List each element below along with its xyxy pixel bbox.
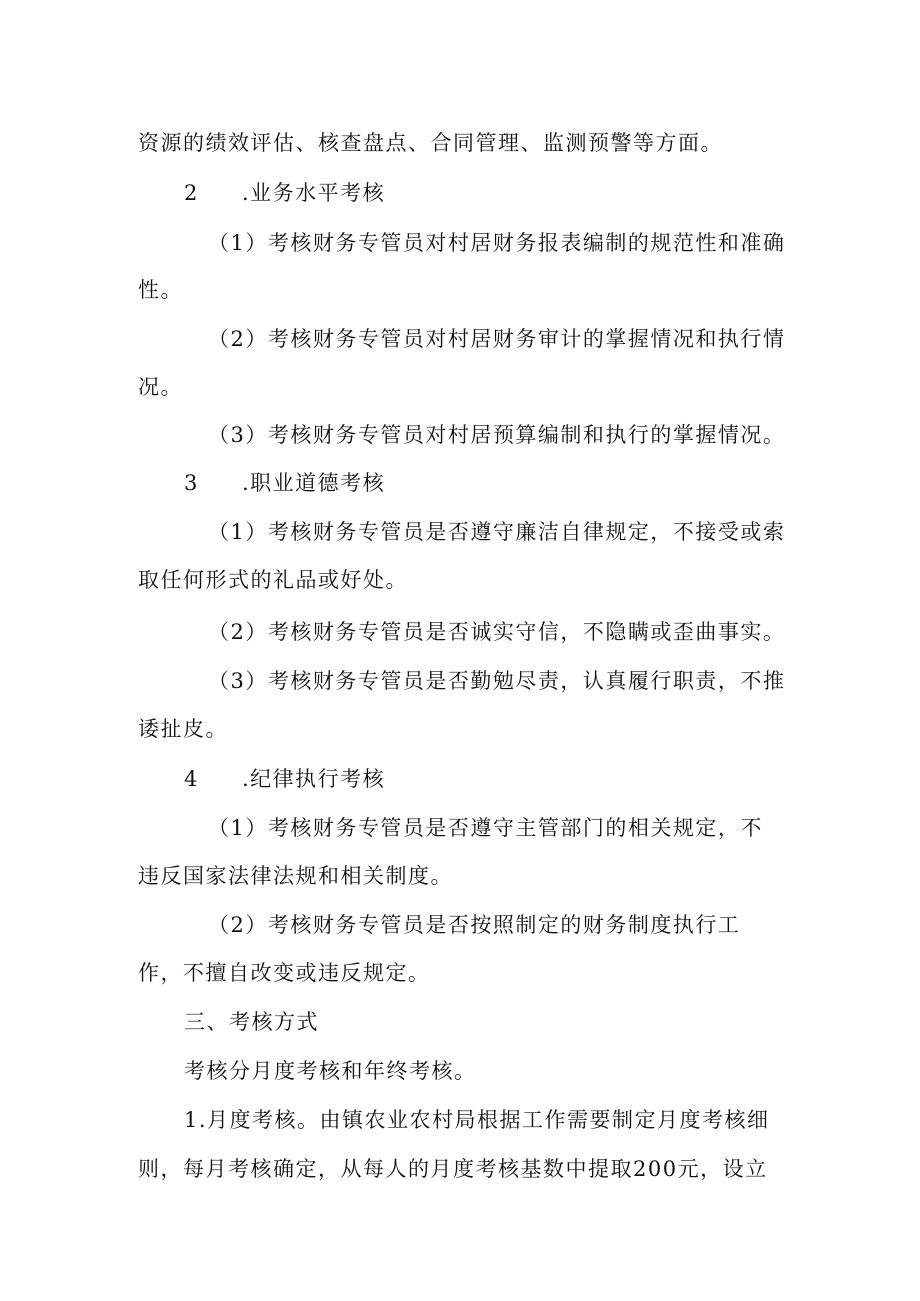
section-heading bbox=[184, 178, 385, 208]
paragraph-line: 作，不擅自改变或违反规定。 bbox=[138, 961, 431, 985]
paragraph-line: 1.月度考核。由镇农业农村局根据工作需要制定月度考核细 bbox=[184, 1108, 770, 1132]
paragraph-line: （1）考核财务专管员对村居财务报表编制的规范性和准确 bbox=[208, 231, 786, 255]
paragraph-line: （1）考核财务专管员是否遵守廉洁自律规定，不接受或索 bbox=[208, 520, 786, 544]
paragraph-line: （3）考核财务专管员是否勤勉尽责，认真履行职责，不推 bbox=[208, 669, 786, 693]
section-number: 3 bbox=[184, 471, 199, 495]
paragraph-line: 况。 bbox=[138, 375, 183, 399]
section-heading bbox=[184, 764, 385, 794]
section-number: 2 bbox=[184, 181, 199, 205]
paragraph-line: （2）考核财务专管员是否按照制定的财务制度执行工 bbox=[208, 913, 741, 937]
paragraph-line: 违反国家法律法规和相关制度。 bbox=[138, 864, 453, 888]
paragraph-line: （1）考核财务专管员是否遵守主管部门的相关规定，不 bbox=[208, 816, 763, 840]
section-title: .纪律执行考核 bbox=[242, 767, 386, 791]
section-number: 4 bbox=[184, 767, 199, 791]
paragraph-line: 资源的绩效评估、核查盘点、合同管理、监测预警等方面。 bbox=[138, 131, 723, 155]
paragraph-line: （2）考核财务专管员对村居财务审计的掌握情况和执行情 bbox=[208, 327, 786, 351]
paragraph-line: 性。 bbox=[138, 278, 183, 302]
section-heading bbox=[184, 468, 385, 498]
paragraph-line: 诿扯皮。 bbox=[138, 717, 228, 741]
paragraph-line: 取任何形式的礼品或好处。 bbox=[138, 568, 408, 592]
section-heading: 三、考核方式 bbox=[184, 1010, 319, 1034]
section-title: .职业道德考核 bbox=[242, 471, 386, 495]
paragraph-line: 考核分月度考核和年终考核。 bbox=[184, 1059, 477, 1083]
section-title: .业务水平考核 bbox=[242, 181, 386, 205]
paragraph-line: （3）考核财务专管员对村居预算编制和执行的掌握情况。 bbox=[208, 423, 786, 447]
paragraph-line: （2）考核财务专管员是否诚实守信，不隐瞒或歪曲事实。 bbox=[208, 620, 786, 644]
paragraph-line: 则，每月考核确定，从每人的月度考核基数中提取200元，设立 bbox=[138, 1157, 768, 1181]
